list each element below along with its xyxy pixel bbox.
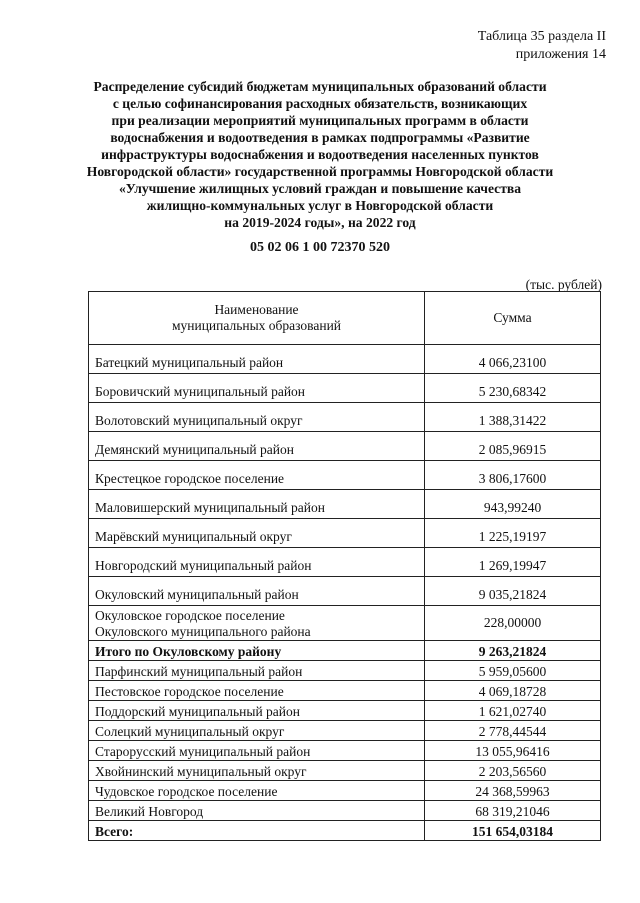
municipality-name-cell <box>89 577 425 606</box>
title-line: жилищно-коммунальных услуг в Новгородской области <box>146 198 494 213</box>
header-sum: Сумма <box>425 292 601 345</box>
header-name <box>89 292 425 345</box>
table-row <box>89 741 601 761</box>
title-line: с целью софинансирования расходных обязательств, возникающих <box>112 96 528 111</box>
subsidy-table <box>88 291 601 841</box>
municipality-name: Окуловское городское поселение <box>95 608 285 623</box>
municipality-name: Итого по Окуловскому району <box>95 644 282 659</box>
table-row <box>89 461 601 490</box>
title-line: Новгородской области» государственной программы Новгородской области <box>86 164 554 179</box>
municipality-name: Всего: <box>95 824 134 839</box>
municipality-name: Крестецкое городское поселение <box>95 471 285 486</box>
municipality-name: Боровичский муниципальный район <box>95 384 306 399</box>
sum-cell: 1 388,31422 <box>425 403 601 432</box>
table-header-row <box>89 292 601 345</box>
municipality-name-cell <box>89 606 425 641</box>
municipality-name-cell <box>89 403 425 432</box>
municipality-name: Окуловского муниципального района <box>95 624 311 639</box>
sum-cell: 24 368,59963 <box>425 781 601 801</box>
municipality-name: Солецкий муниципальный округ <box>95 724 285 739</box>
sum-cell: 228,00000 <box>425 606 601 641</box>
table-row <box>89 681 601 701</box>
municipality-name-cell <box>89 821 425 841</box>
sum-cell: 1 225,19197 <box>425 519 601 548</box>
title-line: Распределение субсидий бюджетам муниципальных образований области <box>93 79 547 94</box>
sum-cell: 1 621,02740 <box>425 701 601 721</box>
header-name-line-2: муниципальных образований <box>171 318 342 333</box>
sum-cell: 2 778,44544 <box>425 721 601 741</box>
table-row <box>89 661 601 681</box>
sum-cell: 9 035,21824 <box>425 577 601 606</box>
sum-cell: 9 263,21824 <box>425 641 601 661</box>
municipality-name: Новгородский муниципальный район <box>95 558 312 573</box>
table-body <box>89 345 601 841</box>
municipality-name-cell <box>89 701 425 721</box>
table-row <box>89 606 601 641</box>
sum-cell: 5 959,05600 <box>425 661 601 681</box>
sum-cell: 4 066,23100 <box>425 345 601 374</box>
municipality-name: Чудовское городское поселение <box>95 784 278 799</box>
sum-cell: 4 069,18728 <box>425 681 601 701</box>
municipality-name-cell <box>89 781 425 801</box>
table-row <box>89 519 601 548</box>
table-reference <box>478 28 606 64</box>
title-line: водоснабжения и водоотведения в рамках подпрограммы «Развитие <box>110 130 530 145</box>
title-line: «Улучшение жилищных условий граждан и повышение качества <box>118 181 522 196</box>
municipality-name-cell <box>89 721 425 741</box>
municipality-name: Хвойнинский муниципальный округ <box>95 764 307 779</box>
table-row <box>89 345 601 374</box>
table-row <box>89 761 601 781</box>
table-row <box>89 577 601 606</box>
municipality-name-cell <box>89 801 425 821</box>
municipality-name: Волотовский муниципальный округ <box>95 413 303 428</box>
units-label: (тыс. рублей) <box>525 277 602 292</box>
reference-line-1: Таблица 35 раздела II <box>477 29 606 44</box>
municipality-name-cell <box>89 661 425 681</box>
municipality-name-cell <box>89 461 425 490</box>
sum-cell: 13 055,96416 <box>425 741 601 761</box>
municipality-name: Марёвский муниципальный округ <box>95 529 292 544</box>
municipality-name-cell <box>89 741 425 761</box>
municipality-name: Маловишерский муниципальный район <box>95 500 325 515</box>
municipality-name-cell <box>89 374 425 403</box>
header-name-line-1: Наименование <box>214 302 299 317</box>
municipality-name-cell <box>89 432 425 461</box>
municipality-name: Батецкий муниципальный район <box>95 355 284 370</box>
sum-cell: 68 319,21046 <box>425 801 601 821</box>
municipality-name-cell <box>89 345 425 374</box>
reference-line-2: приложения 14 <box>515 47 606 62</box>
table-row <box>89 721 601 741</box>
sum-cell: 1 269,19947 <box>425 548 601 577</box>
table-row <box>89 374 601 403</box>
document-title <box>60 78 580 231</box>
title-line: при реализации мероприятий муниципальных программ в области <box>111 113 529 128</box>
municipality-name: Пестовское городское поселение <box>95 684 284 699</box>
sum-cell: 5 230,68342 <box>425 374 601 403</box>
title-line: инфраструктуры водоснабжения и водоотведения населенных пунктов <box>101 147 539 162</box>
table-row <box>89 432 601 461</box>
municipality-name-cell <box>89 641 425 661</box>
municipality-name-cell <box>89 681 425 701</box>
sum-cell: 151 654,03184 <box>425 821 601 841</box>
municipality-name: Поддорский муниципальный район <box>95 704 300 719</box>
municipality-name: Великий Новгород <box>95 804 204 819</box>
municipality-name-cell <box>89 761 425 781</box>
municipality-name: Окуловский муниципальный район <box>95 587 299 602</box>
table-row <box>89 490 601 519</box>
municipality-name: Демянский муниципальный район <box>95 442 294 457</box>
table-row <box>89 821 601 841</box>
sum-cell: 3 806,17600 <box>425 461 601 490</box>
table-row <box>89 403 601 432</box>
budget-code: 05 02 06 1 00 72370 520 <box>250 240 390 255</box>
municipality-name: Старорусский муниципальный район <box>95 744 311 759</box>
table-row <box>89 801 601 821</box>
municipality-name-cell <box>89 490 425 519</box>
table-row <box>89 701 601 721</box>
sum-cell: 2 203,56560 <box>425 761 601 781</box>
table-row <box>89 641 601 661</box>
sum-cell: 943,99240 <box>425 490 601 519</box>
sum-cell: 2 085,96915 <box>425 432 601 461</box>
table-row <box>89 781 601 801</box>
municipality-name-cell <box>89 548 425 577</box>
municipality-name-cell <box>89 519 425 548</box>
municipality-name: Парфинский муниципальный район <box>95 664 303 679</box>
title-line: на 2019-2024 годы», на 2022 год <box>224 215 416 230</box>
table-row <box>89 548 601 577</box>
